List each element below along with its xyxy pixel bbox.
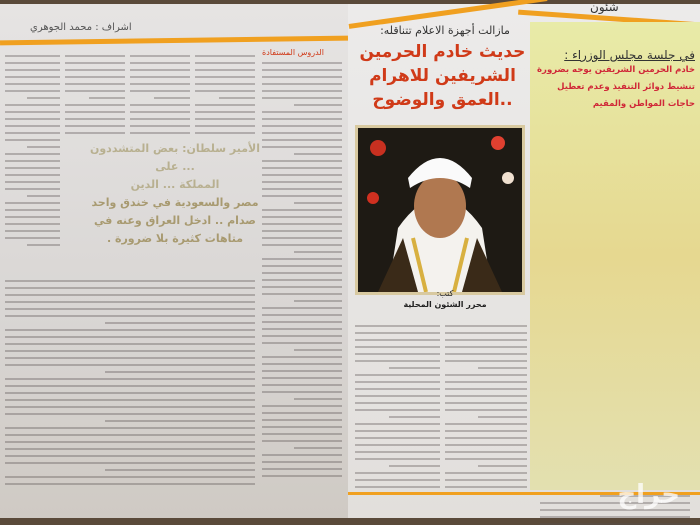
- text-line: [262, 279, 342, 281]
- text-line: [355, 332, 440, 334]
- text-line: [195, 125, 255, 127]
- text-line: [262, 314, 342, 316]
- text-column: [355, 325, 440, 488]
- text-line: [262, 90, 342, 92]
- text-column: [195, 55, 255, 134]
- text-line: [262, 272, 342, 274]
- box-title: في جلسة مجلس الوزراء :: [564, 48, 695, 62]
- text-line: [5, 125, 60, 127]
- text-line: [5, 153, 60, 155]
- text-line: [5, 181, 60, 183]
- text-line: [294, 447, 342, 449]
- text-line: [262, 125, 342, 127]
- text-line: [195, 76, 255, 78]
- text-line: [5, 174, 60, 176]
- text-line: [262, 475, 342, 477]
- text-line: [262, 363, 342, 365]
- text-line: [154, 97, 190, 99]
- text-line: [5, 413, 255, 415]
- text-line: [65, 125, 125, 127]
- text-line: [5, 441, 255, 443]
- text-line: [195, 62, 255, 64]
- text-line: [5, 448, 255, 450]
- text-line: [65, 83, 125, 85]
- text-line: [445, 374, 527, 376]
- text-line: [355, 486, 440, 488]
- text-line: [389, 465, 440, 467]
- text-line: [445, 472, 527, 474]
- text-line: [262, 461, 342, 463]
- text-line: [5, 294, 255, 296]
- text-line: [262, 286, 342, 288]
- text-line: [195, 132, 255, 134]
- text-line: [478, 416, 527, 418]
- quote-line: الأمير سلطان: بعض المتشددون: [89, 142, 261, 155]
- text-line: [130, 76, 190, 78]
- text-line: [5, 308, 255, 310]
- text-line: [5, 230, 60, 232]
- quote-line: صدام .. ادخل العراق وعنه في: [94, 214, 256, 227]
- quote-line: ... على: [155, 160, 195, 173]
- headline-kicker: مازالت أجهزة الاعلام تتناقله:: [380, 24, 510, 37]
- text-line: [195, 118, 255, 120]
- text-line: [262, 328, 342, 330]
- text-column: [130, 55, 190, 134]
- text-line: [5, 55, 60, 57]
- text-line: [294, 202, 342, 204]
- portrait-photo: [355, 125, 525, 295]
- text-line: [262, 111, 342, 113]
- text-line: [445, 437, 527, 439]
- text-line: [355, 360, 440, 362]
- text-line: [355, 395, 440, 397]
- text-line: [445, 360, 527, 362]
- text-line: [65, 69, 125, 71]
- text-line: [262, 307, 342, 309]
- quote-line: المملكة ... الدين: [130, 178, 220, 191]
- text-line: [130, 83, 190, 85]
- text-line: [355, 339, 440, 341]
- text-line: [445, 458, 527, 460]
- text-line: [355, 458, 440, 460]
- headline: حديث خادم الحرمين الشريفين للاهرام ..العمق والوضوح: [359, 42, 526, 110]
- text-line: [445, 353, 527, 355]
- text-line: [262, 342, 342, 344]
- text-line: [262, 258, 342, 260]
- text-line: [27, 97, 60, 99]
- text-line: [5, 350, 255, 352]
- text-line: [5, 336, 255, 338]
- text-line: [445, 381, 527, 383]
- text-line: [262, 321, 342, 323]
- text-line: [5, 399, 255, 401]
- text-line: [262, 265, 342, 267]
- text-line: [65, 62, 125, 64]
- watermark-logo: حراج: [617, 480, 680, 510]
- text-line: [445, 423, 527, 425]
- text-line: [5, 69, 60, 71]
- text-line: [5, 392, 255, 394]
- text-line: [65, 104, 125, 106]
- text-line: [130, 132, 190, 134]
- text-line: [27, 195, 60, 197]
- text-line: [262, 391, 342, 393]
- quote-line: مصر والسعودية في خندق واحد: [91, 196, 259, 209]
- text-line: [65, 111, 125, 113]
- box-subtitle: خادم الحرمين الشريفين يوجه بضرورة تنشيط دوائر التنفيذ وعدم تعطيل حاجات المواطن والمقيم: [537, 65, 695, 109]
- text-line: [5, 62, 60, 64]
- text-line: [5, 76, 60, 78]
- text-line: [130, 62, 190, 64]
- text-line: [5, 343, 255, 345]
- text-line: [195, 111, 255, 113]
- text-line: [65, 90, 125, 92]
- text-line: [355, 346, 440, 348]
- text-line: [5, 223, 60, 225]
- text-line: [130, 55, 190, 57]
- text-line: [130, 104, 190, 106]
- text-line: [262, 412, 342, 414]
- text-line: [5, 237, 60, 239]
- text-line: [5, 90, 60, 92]
- text-line: [105, 322, 255, 324]
- text-line: [445, 444, 527, 446]
- text-line: [5, 216, 60, 218]
- text-line: [294, 251, 342, 253]
- text-line: [262, 335, 342, 337]
- text-line: [5, 385, 255, 387]
- text-line: [262, 377, 342, 379]
- text-line: [5, 160, 60, 162]
- text-line: [5, 329, 255, 331]
- text-line: [478, 367, 527, 369]
- text-line: [5, 287, 255, 289]
- text-line: [65, 132, 125, 134]
- text-line: [355, 423, 440, 425]
- text-line: [445, 402, 527, 404]
- text-line: [389, 416, 440, 418]
- text-line: [5, 111, 60, 113]
- text-column: [5, 55, 60, 246]
- text-line: [5, 483, 255, 485]
- text-line: [262, 468, 342, 470]
- text-line: [5, 462, 255, 464]
- text-line: [389, 367, 440, 369]
- text-line: [262, 440, 342, 442]
- text-line: [5, 406, 255, 408]
- text-line: [5, 315, 255, 317]
- text-line: [355, 374, 440, 376]
- text-line: [105, 420, 255, 422]
- text-line: [262, 293, 342, 295]
- text-line: [355, 381, 440, 383]
- text-column: [445, 325, 527, 488]
- text-line: [355, 472, 440, 474]
- text-line: [27, 244, 60, 246]
- text-line: [262, 405, 342, 407]
- text-line: [5, 455, 255, 457]
- text-line: [105, 469, 255, 471]
- text-column: [5, 280, 255, 485]
- text-line: [195, 90, 255, 92]
- text-line: [195, 104, 255, 106]
- text-line: [262, 454, 342, 456]
- text-column: [262, 62, 342, 477]
- byline-author: محرر الشئون المحلية: [403, 300, 487, 309]
- text-line: [445, 325, 527, 327]
- text-line: [262, 384, 342, 386]
- text-line: [5, 139, 60, 141]
- text-line: [262, 62, 342, 64]
- text-line: [5, 202, 60, 204]
- quote-line: متاهات كثيرة بلا ضرورة .: [106, 232, 244, 245]
- text-line: [65, 76, 125, 78]
- byline-label: كتب:: [436, 289, 454, 298]
- text-line: [130, 69, 190, 71]
- text-line: [130, 111, 190, 113]
- orange-rule: [0, 36, 348, 46]
- text-line: [355, 444, 440, 446]
- text-line: [262, 433, 342, 435]
- text-line: [478, 465, 527, 467]
- section-title: شئون: [590, 0, 619, 14]
- text-line: [294, 398, 342, 400]
- text-line: [445, 346, 527, 348]
- text-line: [5, 83, 60, 85]
- text-line: [5, 118, 60, 120]
- text-line: [195, 83, 255, 85]
- text-column: [65, 55, 125, 134]
- text-line: [294, 300, 342, 302]
- text-line: [262, 370, 342, 372]
- text-line: [445, 479, 527, 481]
- text-line: [5, 167, 60, 169]
- text-line: [445, 409, 527, 411]
- text-line: [262, 83, 342, 85]
- text-line: [445, 486, 527, 488]
- text-line: [445, 339, 527, 341]
- text-line: [219, 97, 255, 99]
- text-line: [355, 437, 440, 439]
- text-line: [5, 434, 255, 436]
- text-line: [355, 353, 440, 355]
- text-line: [5, 301, 255, 303]
- text-line: [5, 357, 255, 359]
- text-line: [355, 388, 440, 390]
- text-line: [262, 132, 342, 134]
- text-line: [195, 69, 255, 71]
- text-line: [5, 280, 255, 282]
- text-line: [294, 349, 342, 351]
- text-line: [5, 132, 60, 134]
- supervisor-credit: اشراف : محمد الجوهري: [30, 22, 132, 33]
- text-line: [27, 146, 60, 148]
- text-line: [445, 332, 527, 334]
- text-line: [445, 388, 527, 390]
- text-line: [445, 395, 527, 397]
- text-line: [5, 427, 255, 429]
- text-line: [5, 378, 255, 380]
- text-line: [5, 209, 60, 211]
- text-line: [355, 325, 440, 327]
- text-line: [355, 409, 440, 411]
- left-subheading: الدروس المستفادة: [262, 48, 324, 57]
- text-line: [130, 118, 190, 120]
- text-line: [445, 430, 527, 432]
- text-line: [262, 76, 342, 78]
- text-line: [262, 97, 342, 99]
- text-line: [89, 97, 125, 99]
- text-line: [262, 356, 342, 358]
- text-line: [65, 55, 125, 57]
- text-line: [130, 125, 190, 127]
- text-line: [5, 188, 60, 190]
- text-line: [5, 476, 255, 478]
- text-line: [294, 104, 342, 106]
- text-line: [355, 451, 440, 453]
- text-line: [195, 55, 255, 57]
- text-line: [65, 118, 125, 120]
- text-line: [355, 479, 440, 481]
- text-line: [262, 426, 342, 428]
- text-line: [262, 118, 342, 120]
- text-line: [355, 402, 440, 404]
- text-line: [130, 90, 190, 92]
- pull-quote: [70, 140, 280, 248]
- text-line: [5, 364, 255, 366]
- text-line: [294, 153, 342, 155]
- text-line: [105, 371, 255, 373]
- text-line: [355, 430, 440, 432]
- byline: [390, 288, 500, 310]
- text-line: [262, 419, 342, 421]
- text-line: [262, 69, 342, 71]
- text-line: [445, 451, 527, 453]
- text-line: [5, 104, 60, 106]
